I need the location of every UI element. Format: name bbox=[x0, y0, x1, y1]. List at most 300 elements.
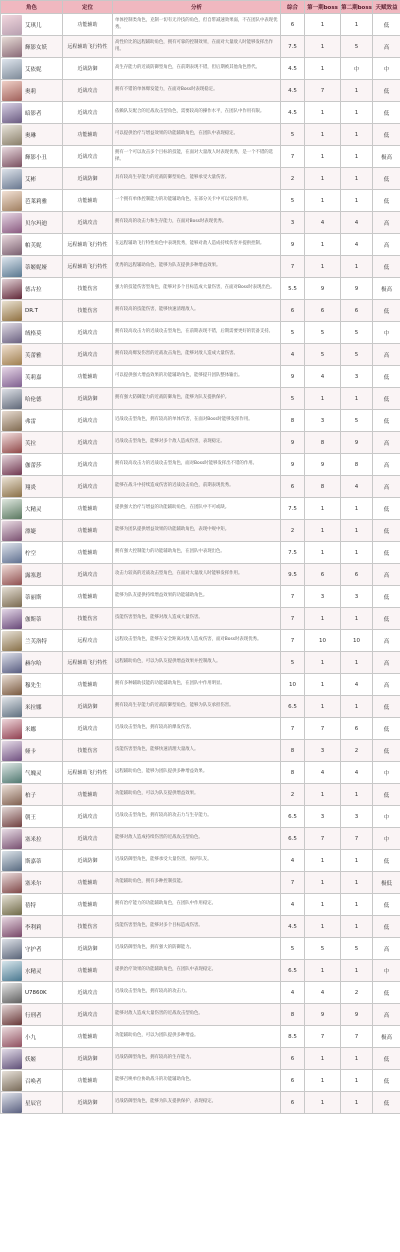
boss1-score: 9 bbox=[305, 454, 341, 476]
table-row bbox=[1, 740, 400, 762]
character-cell bbox=[1, 784, 63, 806]
character-name: 守护者 bbox=[25, 946, 42, 953]
boss2-score: 1 bbox=[341, 124, 373, 146]
character-name: 召唤者 bbox=[25, 1078, 42, 1085]
analysis-cell: 提供治疗效果的功能辅助角色，在团队中表现稳定。 bbox=[113, 960, 281, 982]
boss1-score: 4 bbox=[305, 212, 341, 234]
boss1-score: 1 bbox=[305, 36, 341, 58]
position-cell: 功能辅助 bbox=[63, 674, 113, 696]
talent-benefit: 低 bbox=[373, 256, 400, 278]
analysis-cell: 拥有强大控制能力的功能辅助角色，在团队中表现出色。 bbox=[113, 542, 281, 564]
character-cell bbox=[1, 916, 63, 938]
character-portrait bbox=[2, 807, 22, 827]
character-cell bbox=[1, 476, 63, 498]
overall-score: 5.5 bbox=[281, 278, 305, 300]
character-cell bbox=[1, 234, 63, 256]
boss2-score: 4 bbox=[341, 234, 373, 256]
analysis-cell: 拥有多种辅助技能的功能辅助角色，在团队中作用明显。 bbox=[113, 674, 281, 696]
boss2-score: 7 bbox=[341, 1026, 373, 1048]
boss1-score: 7 bbox=[305, 828, 341, 850]
position-cell: 技能伤害 bbox=[63, 916, 113, 938]
character-name: 奥莉 bbox=[25, 88, 37, 95]
character-name: 星辰官 bbox=[25, 1100, 42, 1107]
character-portrait bbox=[2, 389, 22, 409]
position-cell: 功能辅助 bbox=[63, 190, 113, 212]
col-header-overall: 综合 bbox=[281, 1, 305, 14]
table-row bbox=[1, 476, 400, 498]
boss2-score: 1 bbox=[341, 256, 373, 278]
character-portrait bbox=[2, 1027, 22, 1047]
character-portrait bbox=[2, 1093, 22, 1113]
character-name: 艾依妮 bbox=[25, 66, 42, 73]
analysis-cell: 技能伤害型角色，能够快速清理大量敌人。 bbox=[113, 740, 281, 762]
position-cell: 功能辅助 bbox=[63, 586, 113, 608]
table-row bbox=[1, 784, 400, 806]
boss2-score: 5 bbox=[341, 410, 373, 432]
analysis-cell: 近战攻击型角色，拥有较高的爆发伤害。 bbox=[113, 718, 281, 740]
boss2-score: 5 bbox=[341, 938, 373, 960]
table-row bbox=[1, 718, 400, 740]
character-cell bbox=[1, 586, 63, 608]
table-row bbox=[1, 80, 400, 102]
character-name: 奥琳 bbox=[25, 132, 37, 139]
analysis-cell: 能够在战斗中持续造成伤害的近战攻击角色，前期表现优秀。 bbox=[113, 476, 281, 498]
character-portrait bbox=[2, 785, 22, 805]
boss2-score: 9 bbox=[341, 432, 373, 454]
overall-score: 6 bbox=[281, 476, 305, 498]
talent-benefit: 低 bbox=[373, 784, 400, 806]
position-cell: 近战攻击 bbox=[63, 564, 113, 586]
position-cell: 功能辅助 bbox=[63, 498, 113, 520]
character-cell bbox=[1, 762, 63, 784]
position-cell: 近战防御 bbox=[63, 938, 113, 960]
position-cell: 远程辅助飞行特性 bbox=[63, 234, 113, 256]
overall-score: 7.5 bbox=[281, 542, 305, 564]
talent-benefit: 中 bbox=[373, 762, 400, 784]
talent-benefit: 高 bbox=[373, 454, 400, 476]
talent-benefit: 高 bbox=[373, 36, 400, 58]
table-row bbox=[1, 432, 400, 454]
analysis-cell: 技能伤害型角色，能够对敌人造成大量伤害。 bbox=[113, 608, 281, 630]
character-name: U7860K bbox=[25, 989, 47, 996]
character-cell bbox=[1, 212, 63, 234]
character-portrait bbox=[2, 697, 22, 717]
table-row bbox=[1, 938, 400, 960]
table-row bbox=[1, 300, 400, 322]
overall-score: 6 bbox=[281, 1070, 305, 1092]
boss1-score: 3 bbox=[305, 410, 341, 432]
character-portrait bbox=[2, 367, 22, 387]
character-cell bbox=[1, 102, 63, 124]
character-name: 塞米尔 bbox=[25, 880, 42, 887]
boss2-score: 1 bbox=[341, 1070, 373, 1092]
boss1-score: 9 bbox=[305, 1004, 341, 1026]
table-row bbox=[1, 652, 400, 674]
table-row bbox=[1, 872, 400, 894]
character-name: 弗雷 bbox=[25, 418, 37, 425]
talent-benefit: 中 bbox=[373, 828, 400, 850]
analysis-cell: 功能辅助角色，可以为队友提供增益效果。 bbox=[113, 784, 281, 806]
overall-score: 4 bbox=[281, 982, 305, 1004]
character-name: 贝尔玛迪 bbox=[25, 220, 48, 227]
boss2-score: 1 bbox=[341, 1092, 373, 1114]
talent-benefit: 低 bbox=[373, 300, 400, 322]
boss2-score: 10 bbox=[341, 630, 373, 652]
position-cell: 功能辅助 bbox=[63, 784, 113, 806]
character-cell bbox=[1, 960, 63, 982]
character-name: 塞米拉 bbox=[25, 836, 42, 843]
analysis-cell: 远程辅助角色，能够为团队提供多种增益效果。 bbox=[113, 762, 281, 784]
character-cell bbox=[1, 80, 63, 102]
character-name: 妖姬 bbox=[25, 1056, 37, 1063]
boss1-score: 1 bbox=[305, 608, 341, 630]
character-name: 大精灵 bbox=[25, 506, 42, 513]
character-cell bbox=[1, 1026, 63, 1048]
character-name: 翔炎 bbox=[25, 484, 37, 491]
character-cell bbox=[1, 696, 63, 718]
character-cell bbox=[1, 1048, 63, 1070]
character-name: 伽蕾莎 bbox=[25, 462, 42, 469]
talent-benefit: 低 bbox=[373, 718, 400, 740]
overall-score: 6 bbox=[281, 300, 305, 322]
table-row bbox=[1, 498, 400, 520]
overall-score: 6.5 bbox=[281, 960, 305, 982]
boss1-score: 3 bbox=[305, 740, 341, 762]
table-row bbox=[1, 520, 400, 542]
boss2-score: 1 bbox=[341, 520, 373, 542]
boss2-score: 2 bbox=[341, 982, 373, 1004]
boss1-score: 4 bbox=[305, 762, 341, 784]
col-header-analysis: 分析 bbox=[113, 1, 281, 14]
table-row bbox=[1, 542, 400, 564]
character-portrait bbox=[2, 1049, 22, 1069]
overall-score: 9.5 bbox=[281, 564, 305, 586]
character-name: 朝王 bbox=[25, 814, 37, 821]
boss2-score: 1 bbox=[341, 388, 373, 410]
boss2-score: 6 bbox=[341, 718, 373, 740]
character-portrait bbox=[2, 323, 22, 343]
boss2-score: 5 bbox=[341, 36, 373, 58]
talent-benefit: 低 bbox=[373, 586, 400, 608]
talent-benefit: 中 bbox=[373, 322, 400, 344]
table-row bbox=[1, 1070, 400, 1092]
overall-score: 2 bbox=[281, 784, 305, 806]
analysis-cell: 近战攻击型角色，拥有较高的攻击力与生存能力。 bbox=[113, 806, 281, 828]
character-name: DR.T bbox=[25, 307, 38, 314]
table-row bbox=[1, 366, 400, 388]
table-row bbox=[1, 124, 400, 146]
position-cell: 近战防御 bbox=[63, 168, 113, 190]
analysis-cell: 拥有强大防御能力的近战防御角色，能够为队友提供保护。 bbox=[113, 388, 281, 410]
character-cell bbox=[1, 498, 63, 520]
table-row bbox=[1, 234, 400, 256]
table-row bbox=[1, 1048, 400, 1070]
overall-score: 7 bbox=[281, 256, 305, 278]
character-cell bbox=[1, 388, 63, 410]
overall-score: 4 bbox=[281, 344, 305, 366]
character-portrait bbox=[2, 895, 22, 915]
boss1-score: 1 bbox=[305, 498, 341, 520]
character-name: 芭莱莉雅 bbox=[25, 198, 48, 205]
analysis-cell: 单体控制类角色，克制一切有无冷技的角色，但自带减速效果弱，不在团队中表现优秀。 bbox=[113, 14, 281, 36]
character-portrait bbox=[2, 609, 22, 629]
table-row bbox=[1, 168, 400, 190]
analysis-cell: 拥有较高攻击力的近战攻击型角色，在前期表现不错，后期需要更好的装备支持。 bbox=[113, 322, 281, 344]
talent-benefit: 低 bbox=[373, 498, 400, 520]
analysis-cell: 近战防御型角色，拥有较高的生存能力。 bbox=[113, 1048, 281, 1070]
character-cell bbox=[1, 146, 63, 168]
character-portrait bbox=[2, 37, 22, 57]
analysis-cell: 近战攻击型角色，拥有较高的攻击力。 bbox=[113, 982, 281, 1004]
table-row bbox=[1, 894, 400, 916]
character-cell bbox=[1, 300, 63, 322]
boss1-score: 1 bbox=[305, 1048, 341, 1070]
character-portrait bbox=[2, 719, 22, 739]
analysis-cell: 能够对敌人造成大量伤害的近战攻击型角色。 bbox=[113, 1004, 281, 1026]
overall-score: 6.5 bbox=[281, 806, 305, 828]
boss1-score: 6 bbox=[305, 564, 341, 586]
character-portrait bbox=[2, 1005, 22, 1025]
boss1-score: 1 bbox=[305, 124, 341, 146]
character-portrait bbox=[2, 983, 22, 1003]
boss2-score: 1 bbox=[341, 652, 373, 674]
boss1-score: 8 bbox=[305, 432, 341, 454]
boss2-score: 1 bbox=[341, 784, 373, 806]
table-row bbox=[1, 916, 400, 938]
boss2-score: 1 bbox=[341, 608, 373, 630]
table-row bbox=[1, 454, 400, 476]
table-row bbox=[1, 762, 400, 784]
character-name: 李利莉 bbox=[25, 924, 42, 931]
table-row bbox=[1, 14, 400, 36]
table-row bbox=[1, 674, 400, 696]
character-name: 哈伦德 bbox=[25, 396, 42, 403]
position-cell: 功能辅助 bbox=[63, 14, 113, 36]
boss1-score: 1 bbox=[305, 14, 341, 36]
position-cell: 功能辅助 bbox=[63, 960, 113, 982]
boss2-score: 1 bbox=[341, 872, 373, 894]
character-portrait bbox=[2, 81, 22, 101]
overall-score: 7 bbox=[281, 718, 305, 740]
table-row bbox=[1, 256, 400, 278]
position-cell: 近战防御 bbox=[63, 1048, 113, 1070]
analysis-cell: 高性价比的远程辅助角色，拥有可靠的控制效果，在面对大量敌人时能够发挥出作用。 bbox=[113, 36, 281, 58]
boss1-score: 1 bbox=[305, 850, 341, 872]
table-row bbox=[1, 36, 400, 58]
boss1-score: 1 bbox=[305, 1070, 341, 1092]
character-portrait bbox=[2, 873, 22, 893]
talent-benefit: 低 bbox=[373, 410, 400, 432]
table-row bbox=[1, 696, 400, 718]
boss2-score: 1 bbox=[341, 696, 373, 718]
character-cell bbox=[1, 718, 63, 740]
character-portrait bbox=[2, 345, 22, 365]
overall-score: 5 bbox=[281, 124, 305, 146]
talent-benefit: 高 bbox=[373, 630, 400, 652]
position-cell: 远程辅助飞行特性 bbox=[63, 36, 113, 58]
boss2-score: 6 bbox=[341, 564, 373, 586]
character-name: 蒂姬妮娅 bbox=[25, 264, 48, 271]
boss1-score: 1 bbox=[305, 652, 341, 674]
boss2-score: 3 bbox=[341, 366, 373, 388]
talent-benefit: 低 bbox=[373, 740, 400, 762]
col-header-boss1: 第一期boss bbox=[305, 1, 341, 14]
overall-score: 5 bbox=[281, 322, 305, 344]
boss2-score: 1 bbox=[341, 960, 373, 982]
character-portrait bbox=[2, 543, 22, 563]
character-cell bbox=[1, 652, 63, 674]
analysis-cell: 近战防御型角色，拥有强大的防御能力。 bbox=[113, 938, 281, 960]
position-cell: 近战攻击 bbox=[63, 806, 113, 828]
col-header-talent: 天赋效益 bbox=[373, 1, 400, 14]
boss1-score: 8 bbox=[305, 476, 341, 498]
overall-score: 5 bbox=[281, 938, 305, 960]
character-name: 行刑者 bbox=[25, 1012, 42, 1019]
overall-score: 6.5 bbox=[281, 828, 305, 850]
boss1-score: 5 bbox=[305, 938, 341, 960]
character-name: 漂婕 bbox=[25, 528, 37, 535]
talent-benefit: 高 bbox=[373, 652, 400, 674]
position-cell: 近战防御 bbox=[63, 696, 113, 718]
analysis-cell: 一个拥有单体控制能力的功能辅助角色，在部分关卡中可以发挥作用。 bbox=[113, 190, 281, 212]
character-cell bbox=[1, 190, 63, 212]
position-cell: 近战攻击 bbox=[63, 322, 113, 344]
overall-score: 7 bbox=[281, 630, 305, 652]
talent-benefit: 极高 bbox=[373, 146, 400, 168]
analysis-cell: 近战防御型角色，能够承受大量伤害，保护队友。 bbox=[113, 850, 281, 872]
table-row bbox=[1, 58, 400, 80]
boss2-score: 3 bbox=[341, 586, 373, 608]
character-portrait bbox=[2, 125, 22, 145]
analysis-cell: 攻击力较高的近战攻击型角色，在面对大量敌人时能够发挥作用。 bbox=[113, 564, 281, 586]
col-header-boss2: 第二期boss bbox=[341, 1, 373, 14]
character-cell bbox=[1, 982, 63, 1004]
boss1-score: 1 bbox=[305, 58, 341, 80]
overall-score: 2 bbox=[281, 520, 305, 542]
overall-score: 8 bbox=[281, 1004, 305, 1026]
boss2-score: 2 bbox=[341, 740, 373, 762]
talent-benefit: 高 bbox=[373, 234, 400, 256]
table-row bbox=[1, 102, 400, 124]
talent-benefit: 低 bbox=[373, 696, 400, 718]
boss2-score: 1 bbox=[341, 916, 373, 938]
character-name: 蒂丽斯 bbox=[25, 594, 42, 601]
character-portrait bbox=[2, 499, 22, 519]
boss1-score: 1 bbox=[305, 784, 341, 806]
character-portrait bbox=[2, 565, 22, 585]
boss2-score: 9 bbox=[341, 1004, 373, 1026]
boss1-score: 1 bbox=[305, 190, 341, 212]
boss2-score: 1 bbox=[341, 498, 373, 520]
boss1-score: 1 bbox=[305, 146, 341, 168]
boss1-score: 1 bbox=[305, 960, 341, 982]
analysis-cell: 优秀的远程辅助角色，能够为队友提供多种增益效果。 bbox=[113, 256, 281, 278]
table-row bbox=[1, 212, 400, 234]
boss2-score: 4 bbox=[341, 476, 373, 498]
character-cell bbox=[1, 850, 63, 872]
position-cell: 近战攻击 bbox=[63, 410, 113, 432]
character-name: 輝影女妖 bbox=[25, 44, 48, 51]
analysis-cell: 高生存能力的近战防御型角色，在前期表现不错，但后期被其他角色替代。 bbox=[113, 58, 281, 80]
character-name: 小九 bbox=[25, 1034, 37, 1041]
boss2-score: 1 bbox=[341, 146, 373, 168]
position-cell: 近战攻击 bbox=[63, 1004, 113, 1026]
boss1-score: 7 bbox=[305, 1026, 341, 1048]
overall-score: 7 bbox=[281, 146, 305, 168]
col-header-position: 定位 bbox=[63, 1, 113, 14]
position-cell: 远程辅助飞行特性 bbox=[63, 652, 113, 674]
character-cell bbox=[1, 58, 63, 80]
character-name: 暗影者 bbox=[25, 110, 42, 117]
character-cell bbox=[1, 828, 63, 850]
boss1-score: 1 bbox=[305, 520, 341, 542]
boss1-score: 7 bbox=[305, 80, 341, 102]
overall-score: 4.5 bbox=[281, 58, 305, 80]
talent-benefit: 低 bbox=[373, 190, 400, 212]
boss2-score: 5 bbox=[341, 322, 373, 344]
talent-benefit: 中 bbox=[373, 58, 400, 80]
position-cell: 近战攻击 bbox=[63, 146, 113, 168]
talent-benefit: 高 bbox=[373, 344, 400, 366]
position-cell: 功能辅助 bbox=[63, 366, 113, 388]
analysis-cell: 拥有治疗能力的功能辅助角色，在团队中作用稳定。 bbox=[113, 894, 281, 916]
overall-score: 2 bbox=[281, 168, 305, 190]
table-row bbox=[1, 410, 400, 432]
overall-score: 7 bbox=[281, 586, 305, 608]
boss1-score: 3 bbox=[305, 806, 341, 828]
talent-benefit: 低 bbox=[373, 1048, 400, 1070]
boss1-score: 1 bbox=[305, 234, 341, 256]
position-cell: 技能伤害 bbox=[63, 740, 113, 762]
table-row bbox=[1, 828, 400, 850]
character-portrait bbox=[2, 1071, 22, 1091]
overall-score: 9 bbox=[281, 234, 305, 256]
character-portrait bbox=[2, 521, 22, 541]
character-portrait bbox=[2, 279, 22, 299]
analysis-cell: 提供强大治疗与增益的功能辅助角色，在团队中不可或缺。 bbox=[113, 498, 281, 520]
analysis-cell: 功能辅助角色，可以为团队提供多种增益。 bbox=[113, 1026, 281, 1048]
analysis-cell: 技能伤害型角色，能够对多个目标造成伤害。 bbox=[113, 916, 281, 938]
analysis-cell: 拥有较高爆发伤害的近战攻击角色，能够对敌人造成大量伤害。 bbox=[113, 344, 281, 366]
boss2-score: 3 bbox=[341, 806, 373, 828]
overall-score: 5 bbox=[281, 190, 305, 212]
character-cell bbox=[1, 564, 63, 586]
overall-score: 4 bbox=[281, 850, 305, 872]
talent-benefit: 低 bbox=[373, 542, 400, 564]
boss1-score: 1 bbox=[305, 1092, 341, 1114]
position-cell: 功能辅助 bbox=[63, 1070, 113, 1092]
talent-benefit: 高 bbox=[373, 432, 400, 454]
talent-benefit: 低 bbox=[373, 894, 400, 916]
character-name: 柏子 bbox=[25, 792, 37, 799]
position-cell: 近战攻击 bbox=[63, 432, 113, 454]
character-cell bbox=[1, 454, 63, 476]
position-cell: 近战防御 bbox=[63, 1092, 113, 1114]
overall-score: 8 bbox=[281, 740, 305, 762]
table-row bbox=[1, 146, 400, 168]
character-portrait bbox=[2, 411, 22, 431]
analysis-cell: 功能辅助角色，拥有多种控制技能。 bbox=[113, 872, 281, 894]
overall-score: 7.5 bbox=[281, 36, 305, 58]
character-name: 艾彬 bbox=[25, 176, 37, 183]
character-name: 穆先生 bbox=[25, 682, 42, 689]
character-cell bbox=[1, 410, 63, 432]
analysis-cell: 能够为团队提供增益效果的功能辅助角色，表现中规中矩。 bbox=[113, 520, 281, 542]
character-portrait bbox=[2, 917, 22, 937]
overall-score: 9 bbox=[281, 432, 305, 454]
position-cell: 近战攻击 bbox=[63, 982, 113, 1004]
character-portrait bbox=[2, 653, 22, 673]
